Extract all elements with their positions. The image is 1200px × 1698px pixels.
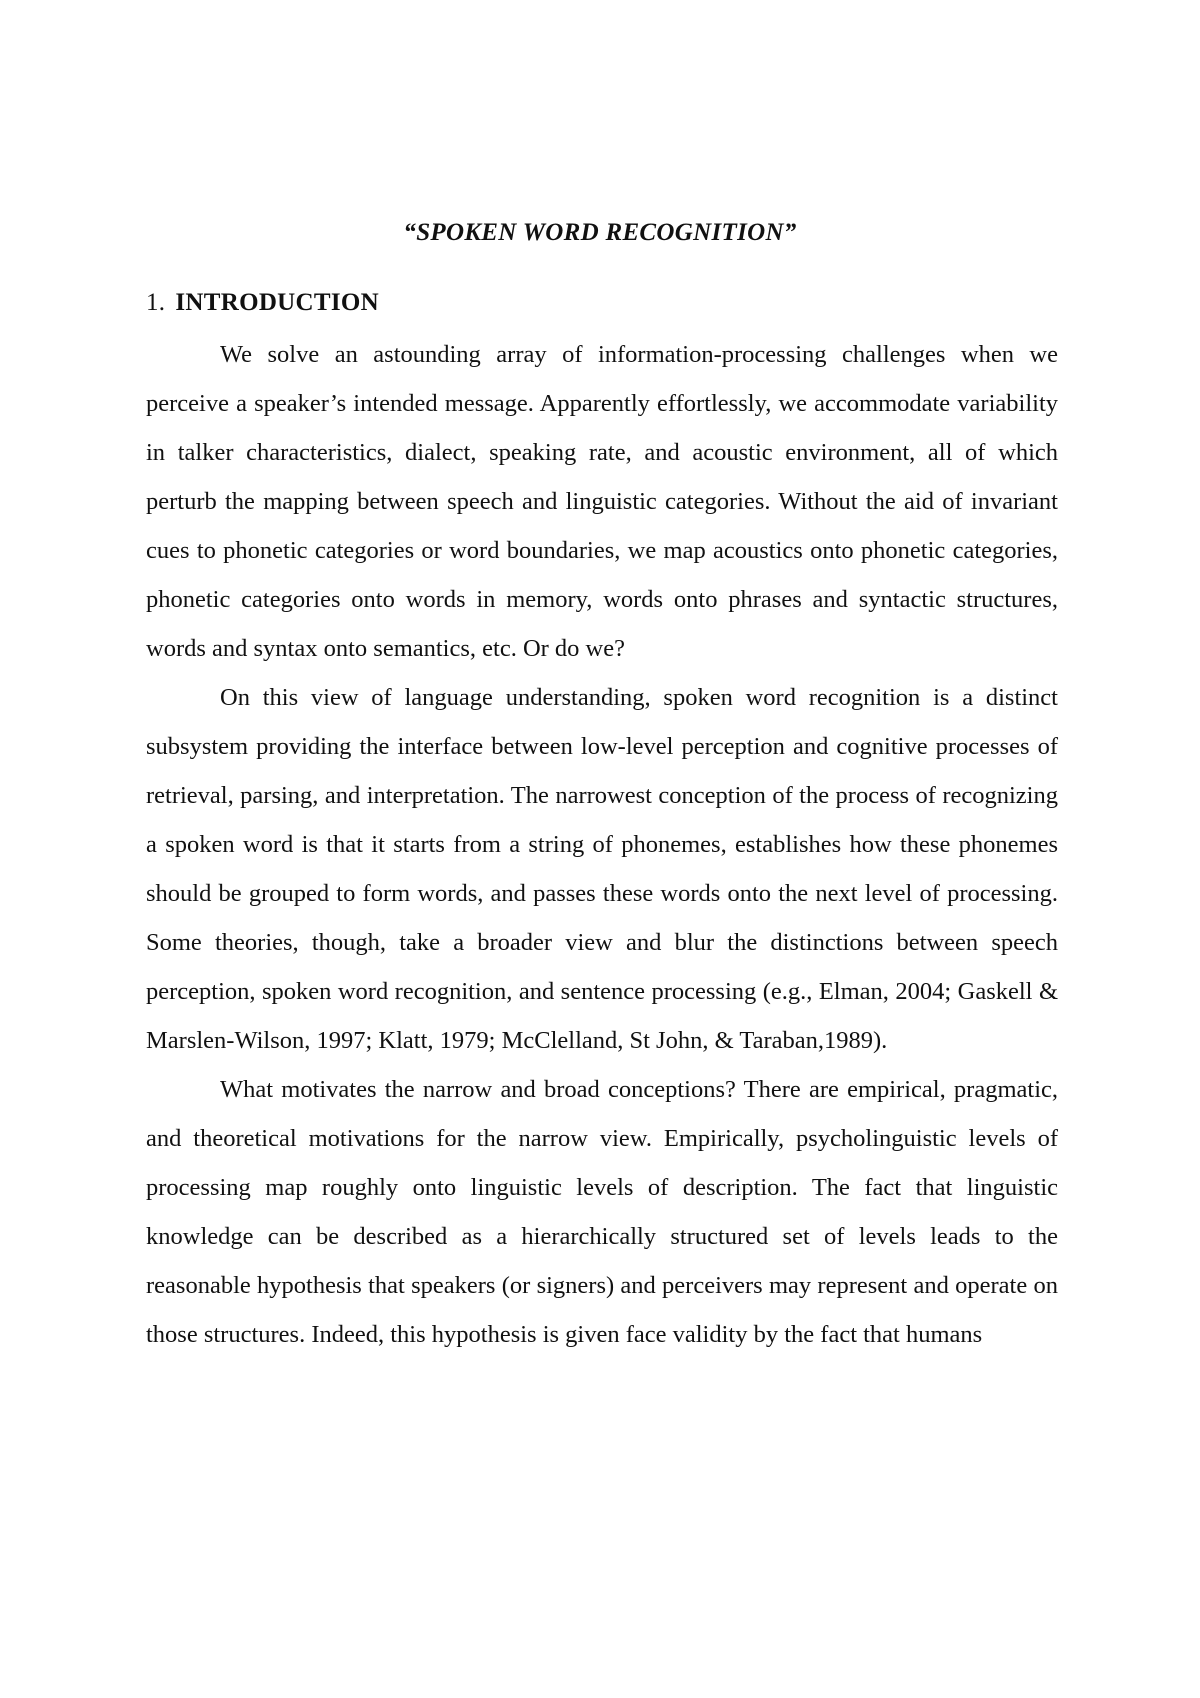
document-title: “SPOKEN WORD RECOGNITION” — [403, 219, 797, 246]
paragraph-3: What motivates the narrow and broad conceptions? There are empirical, pragmatic, and theoretical motivations for the narrow view. Empirically, psycholinguistic levels of processing map roughly onto linguistic levels of description. The fact that linguistic knowledge can be described as a hierarchically structured set of levels leads to the reasonable hypothesis that speakers (or signers) and perceivers may represent and operate on those structures. Indeed, this hypothesis is given face validity by the fact that humans — [146, 1076, 1058, 1348]
paragraph-2: On this view of language understanding, spoken word recognition is a distinct subsystem providing the interface between low-level perception and cognitive processes of retrieval, parsing, and interpretation. The narrowest conception of the process of recognizing a spoken word is that it starts from a string of phonemes, establishes how these phonemes should be grouped to form words, and passes these words onto the next level of processing. Some theories, though, take a broader view and blur the distinctions between speech perception, spoken word recognition, and sentence processing (e.g., Elman, 2004; Gaskell & Marslen-Wilson, 1997; Klatt, 1979; McClelland, St John, & Taraban,1989). — [146, 684, 1058, 1054]
section-number: 1. — [146, 289, 166, 316]
section-title: INTRODUCTION — [175, 289, 379, 316]
paragraph-1: We solve an astounding array of information-processing challenges when we perceive a speaker’s intended message. Apparently effortlessly, we accommodate variability in talker characteristics, dialect, speaking rate, and acoustic environment, all of which perturb the mapping between speech and linguistic categories. Without the aid of invariant cues to phonetic categories or word boundaries, we map acoustics onto phonetic categories, phonetic categories onto words in memory, words onto phrases and syntactic structures, words and syntax onto semantics, etc. Or do we? — [146, 341, 1058, 662]
section-heading — [146, 288, 379, 318]
body-text — [146, 330, 1058, 1359]
